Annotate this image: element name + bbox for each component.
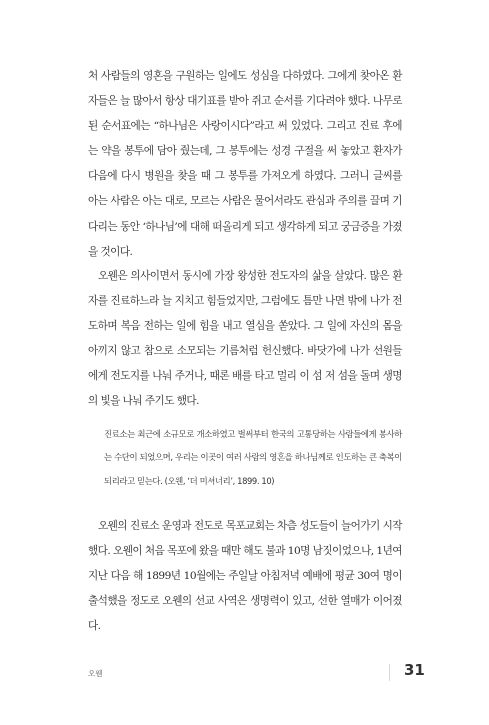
quotation-block: 진료소는 최근에 소규모로 개소하였고 벌써부터 한국의 고통당하는 사람들에게 봉사하는 수단이 되었으며, 우리는 이곳이 여러 사람의 영혼을 하나님께로 인도하는 큰 축복이 되리라고 믿는다. (오웬, ‘더 미셔너리’, 1899. 10) bbox=[104, 429, 402, 486]
body-paragraph-3: 오웬의 진료소 운영과 전도로 목포교회는 차츰 성도들이 늘어가기 시작했다. 오웬이 처음 목포에 왔을 때만 해도 불과 10명 남짓이었으나, 1년여 지난 다음 해 1899년 10월에는 주일날 아침저녁 예배에 평균 30여 명이 출석했을 정도로 오웬의 선교 사역은 생명력이 있고, 선한 열매가 이어졌다. bbox=[88, 520, 402, 633]
footer-divider bbox=[389, 664, 390, 681]
page-number: 31 bbox=[404, 661, 425, 679]
running-footer-title: 오웬 bbox=[88, 669, 103, 678]
body-paragraph-2: 오웬은 의사이면서 동시에 가장 왕성한 전도자의 삶을 살았다. 많은 환자를 진료하느라 늘 지치고 힘들었지만, 그럼에도 틈만 나면 밖에 나가 전도하며 복음 전하는 일에 힘을 내고 열심을 쏟았다. 그 일에 자신의 몸을 아끼지 않고 참으로 소모되는 기름처럼 헌신했다. 바닷가에 나가 선원들에게 전도지를 나눠 주거나, 때론 배를 타고 멀리 이 섬 저 섬을 돌며 생명의 빛을 나눠 주기도 했다. bbox=[88, 270, 402, 408]
body-paragraph-1: 처 사람들의 영혼을 구원하는 일에도 성심을 다하였다. 그에게 찾아온 환자들은 늘 많아서 항상 대기표를 받아 쥐고 순서를 기다려야 했다. 나무로 된 순서표에는 “하나님은 사랑이시다”라고 써 있었다. 그리고 진료 후에는 약을 봉투에 담아 줬는데, 그 봉투에는 성경 구절을 써 놓았고 환자가 다음에 다시 병원을 찾을 때 그 봉투를 가져오게 하였다. 그러니 글씨를 아는 사람은 아는 대로, 모르는 사람은 물어서라도 관심과 주의를 끌며 기다리는 동안 ‘하나님’에 대해 떠올리게 되고 생각하게 되고 궁금증을 가졌을 것이다. bbox=[88, 70, 402, 258]
